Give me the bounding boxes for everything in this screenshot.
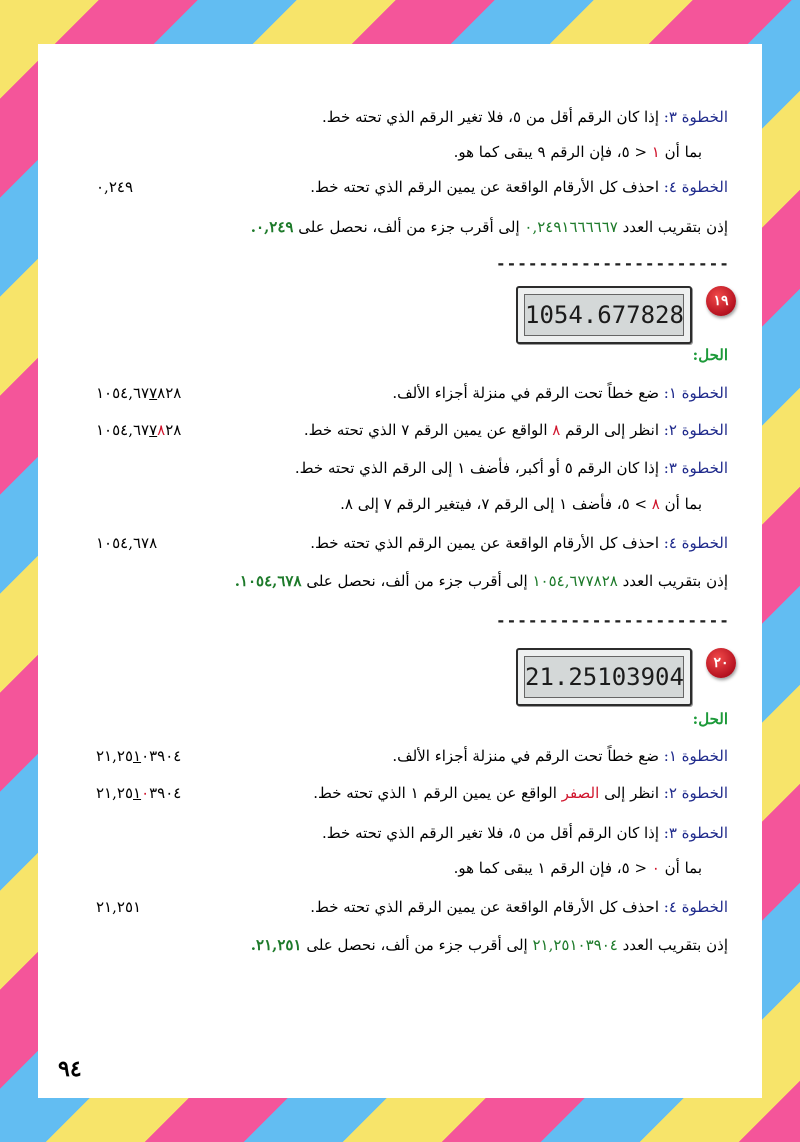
step-label: الخطوة ٣: (663, 459, 728, 477)
q19-since (340, 489, 702, 519)
since-text: بما أن (659, 859, 702, 877)
q19-step2-number (96, 415, 181, 445)
number-part: ٢٨ (165, 421, 182, 439)
solution-label-20: الحل: (692, 710, 728, 728)
q20-step4 (310, 892, 728, 922)
page-number: ٩٤ (58, 1056, 82, 1082)
top-step4 (310, 172, 728, 202)
red-word: الصفر (561, 784, 600, 802)
number-part: ٠٣٩٠٤ (141, 747, 182, 765)
number-part: ٢١,٢٥ (96, 784, 133, 802)
q20-step2 (313, 778, 728, 808)
step-text: انظر إلى الرقم (560, 421, 664, 439)
underlined-digit: ٧ (149, 421, 158, 439)
solution-label-19: الحل: (692, 346, 728, 364)
q19-step1-number (96, 378, 181, 408)
conclusion-text: إذن بتقريب العدد (617, 936, 728, 954)
conclusion-text: إذن بتقريب العدد (617, 572, 728, 590)
conclusion-result: ٢١,٢٥١. (250, 936, 302, 954)
number-part: ١٠٥٤,٦٧ (96, 421, 150, 439)
page (38, 44, 762, 1098)
conclusion-text: إذن بتقريب العدد (617, 218, 728, 236)
step-text-2: الواقع عن يمين الرقم ٧ الذي تحته خط. (303, 421, 553, 439)
red-digit: ٨ (552, 421, 561, 439)
since-text: بما أن (659, 495, 702, 513)
number-part: ٢١,٢٥ (96, 747, 133, 765)
q20-step1-number (96, 741, 181, 771)
step-text: ضع خطاً تحت الرقم في منزلة أجزاء الألف. (392, 384, 664, 402)
calculator-screen: 21.25103904 (524, 656, 684, 698)
q20-step4-number: ٢١,٢٥١ (96, 898, 142, 916)
conclusion-number: ١٠٥٤,٦٧٧٨٢٨ (532, 572, 618, 590)
step-label: الخطوة ٣: (663, 108, 728, 126)
divider: ---------------------- (496, 611, 730, 630)
step-label: الخطوة ١: (663, 384, 728, 402)
q19-step1 (392, 378, 728, 408)
conclusion-text-2: إلى أقرب جزء من ألف، نحصل على (293, 218, 525, 236)
step-text: إذا كان الرقم أقل من ٥، فلا تغير الرقم الذي تحته خط. (322, 108, 664, 126)
q20-conclusion (251, 930, 728, 960)
q19-step4 (310, 528, 728, 558)
red-digit: ٠ (141, 784, 150, 802)
number-part: ٨٢٨ (157, 384, 182, 402)
top-conclusion (251, 212, 728, 242)
step-label: الخطوة ٣: (663, 824, 728, 842)
step-label: الخطوة ٢: (663, 421, 728, 439)
step-label: الخطوة ٤: (663, 178, 728, 196)
step-text: انظر إلى (599, 784, 664, 802)
step-text-2: الواقع عن يمين الرقم ١ الذي تحته خط. (313, 784, 562, 802)
underlined-digit: ١ (133, 784, 142, 802)
since-text-2: < ٥، فإن الرقم ٩ يبقى كما هو. (453, 143, 652, 161)
step-label: الخطوة ٢: (663, 784, 728, 802)
step-label: الخطوة ٤: (663, 898, 728, 916)
step-text: احذف كل الأرقام الواقعة عن يمين الرقم الذي تحته خط. (310, 534, 664, 552)
divider: ---------------------- (496, 254, 730, 273)
red-digit: ٨ (157, 421, 166, 439)
number-part: ١٠٥٤,٦٧ (96, 384, 150, 402)
step-label: الخطوة ١: (663, 747, 728, 765)
conclusion-result: ٠,٢٤٩. (250, 218, 294, 236)
q20-step3 (322, 818, 728, 848)
number-part: ٣٩٠٤ (149, 784, 182, 802)
since-text-2: > ٥، فأضف ١ إلى الرقم ٧، فيتغير الرقم ٧ إلى ٨. (340, 495, 652, 513)
step-text: إذا كان الرقم ٥ أو أكبر، فأضف ١ إلى الرقم الذي تحته خط. (294, 459, 664, 477)
since-digit: ٨ (651, 495, 660, 513)
underlined-digit: ١ (133, 747, 142, 765)
q19-step3 (295, 453, 728, 483)
q19-step2 (304, 415, 728, 445)
step-text: إذا كان الرقم أقل من ٥، فلا تغير الرقم الذي تحته خط. (322, 824, 664, 842)
since-digit: ١ (651, 143, 660, 161)
conclusion-number: ٢١,٢٥١٠٣٩٠٤ (532, 936, 618, 954)
q19-step4-number: ١٠٥٤,٦٧٨ (96, 534, 158, 552)
step-label: الخطوة ٤: (663, 534, 728, 552)
underlined-digit: ٧ (149, 384, 158, 402)
top-step3 (322, 102, 728, 132)
question-number-19: ١٩ (706, 286, 736, 316)
top-step4-number: ٠,٢٤٩ (96, 178, 133, 196)
q20-step2-number (96, 778, 181, 808)
since-text-2: < ٥، فإن الرقم ١ يبقى كما هو. (453, 859, 652, 877)
calculator-display-20 (516, 648, 692, 706)
q19-conclusion (235, 566, 728, 596)
conclusion-text-2: إلى أقرب جزء من ألف، نحصل على (301, 572, 533, 590)
step-text: احذف كل الأرقام الواقعة عن يمين الرقم الذي تحته خط. (310, 178, 664, 196)
question-number-20: ٢٠ (706, 648, 736, 678)
q20-step1 (392, 741, 728, 771)
calculator-display-19 (516, 286, 692, 344)
calculator-screen: 1054.677828 (524, 294, 684, 336)
conclusion-text-2: إلى أقرب جزء من ألف، نحصل على (301, 936, 533, 954)
step-text: ضع خطاً تحت الرقم في منزلة أجزاء الألف. (392, 747, 664, 765)
conclusion-result: ١٠٥٤,٦٧٨. (234, 572, 302, 590)
q20-since (454, 853, 702, 883)
conclusion-number: ٠,٢٤٩١٦٦٦٦٦٧ (524, 218, 618, 236)
top-since (454, 137, 702, 167)
step-text: احذف كل الأرقام الواقعة عن يمين الرقم الذي تحته خط. (310, 898, 664, 916)
since-text: بما أن (659, 143, 702, 161)
since-digit: ٠ (651, 859, 660, 877)
